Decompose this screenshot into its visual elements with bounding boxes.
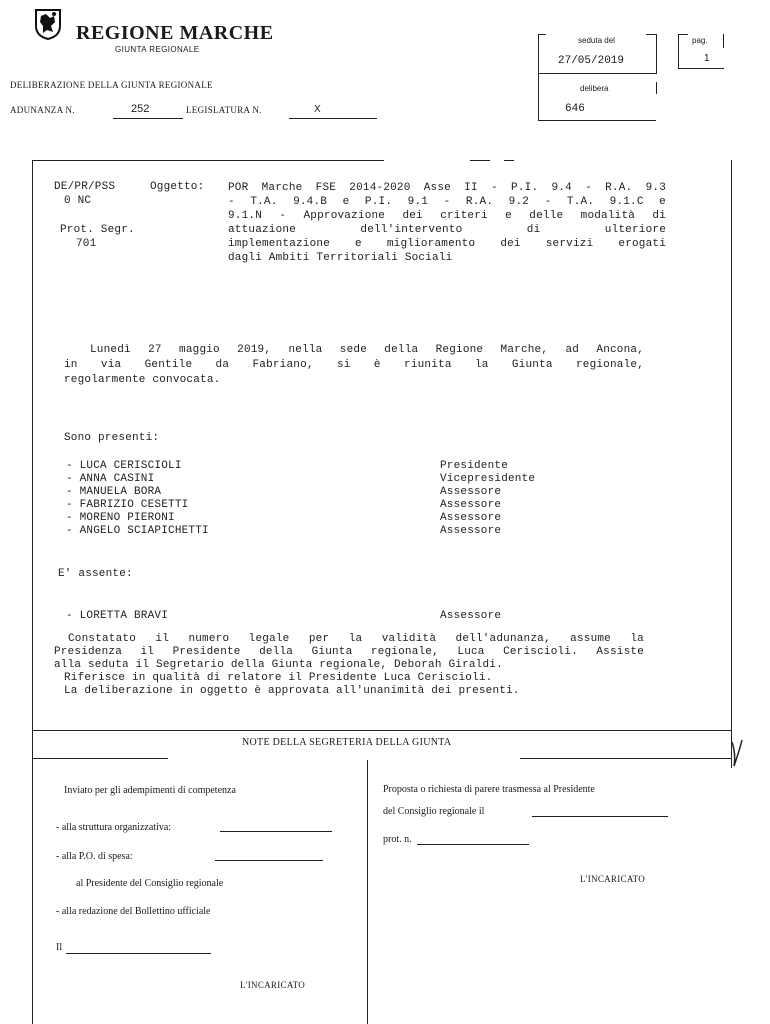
oggetto-text	[228, 181, 666, 265]
closing-paragraph	[54, 633, 644, 698]
closing-line: Riferisce in qualità di relatore il Presidente Luca Ceriscioli.	[64, 672, 493, 684]
notes-title: NOTE DELLA SEGRETERIA DELLA GIUNTA	[242, 737, 452, 748]
oggetto-line: POR Marche FSE 2014-2020 Asse II - P.I. 9.4 - R.A. 9.3	[228, 182, 666, 194]
presenti-heading: Sono presenti:	[64, 432, 160, 444]
page-label: pag.	[692, 36, 708, 45]
member-role: Vicepresidente	[440, 473, 536, 485]
adunanza-value: 252	[131, 103, 150, 115]
notes-left-signer: L'INCARICATO	[240, 980, 306, 990]
member-name: - LUCA CERISCIOLI	[66, 460, 182, 472]
notes-right-line2: del Consiglio regionale il	[383, 806, 485, 817]
notes-right-prot: prot. n.	[383, 834, 412, 845]
oggetto-line: attuazione dell'intervento di ulteriore	[228, 224, 666, 236]
protocol-code: DE/PR/PSS	[54, 181, 116, 193]
prot-segr-label: Prot. Segr.	[60, 224, 135, 236]
delibera-label: delibera	[580, 84, 609, 93]
intro-line: in via Gentile da Fabriano, si è riunita la Giunta regionale,	[64, 359, 644, 371]
doc-type: DELIBERAZIONE DELLA GIUNTA REGIONALE	[10, 80, 213, 90]
oggetto-line: 9.1.N - Approvazione dei criteri e delle modalità di	[228, 210, 666, 222]
notes-right-signer: L'INCARICATO	[580, 874, 646, 884]
intro-line: Lunedì 27 maggio 2019, nella sede della Regione Marche, ad Ancona,	[90, 344, 644, 356]
oggetto-label: Oggetto:	[150, 181, 205, 193]
member-role: Assessore	[440, 525, 502, 537]
member-role: Assessore	[440, 486, 502, 498]
signature-mark-icon	[730, 738, 744, 768]
org-name: REGIONE MARCHE	[76, 22, 274, 44]
page-value: 1	[704, 53, 710, 64]
member-role: Assessore	[440, 610, 502, 622]
closing-line: alla seduta il Segretario della Giunta regionale, Deborah Giraldi.	[54, 659, 503, 671]
coat-of-arms-icon	[34, 8, 62, 40]
notes-item: - alla P.O. di spesa:	[56, 851, 133, 862]
intro-line: regolarmente convocata.	[64, 374, 221, 386]
seduta-label: seduta del	[578, 36, 615, 45]
notes-item: al Presidente del Consiglio regionale	[76, 878, 224, 889]
member-role: Presidente	[440, 460, 509, 472]
closing-line: La deliberazione in oggetto è approvata all'unanimità dei presenti.	[64, 685, 520, 697]
org-subtitle: GIUNTA REGIONALE	[115, 45, 200, 54]
prot-segr-value: 701	[76, 238, 97, 250]
member-role: Assessore	[440, 512, 502, 524]
notes-item: - alla redazione del Bollettino ufficiale	[56, 906, 211, 917]
member-name: - ANNA CASINI	[66, 473, 155, 485]
member-name: - MANUELA BORA	[66, 486, 162, 498]
member-name: - LORETTA BRAVI	[66, 610, 169, 622]
intro-paragraph	[64, 343, 644, 388]
oggetto-line: implementazione e miglioramento dei servizi erogati	[228, 238, 666, 250]
closing-line: Constatato il numero legale per la validità dell'adunanza, assume la	[68, 633, 644, 645]
member-name: - ANGELO SCIAPICHETTI	[66, 525, 209, 537]
adunanza-label: ADUNANZA N.	[10, 105, 75, 115]
oggetto-line: dagli Ambiti Territoriali Sociali	[228, 252, 453, 264]
seduta-value: 27/05/2019	[558, 55, 625, 67]
notes-item: - alla struttura organizzativa:	[56, 822, 172, 833]
legislatura-value: X	[314, 104, 321, 115]
notes-sent-for: Inviato per gli adempimenti di competenza	[64, 785, 236, 796]
oggetto-line: - T.A. 9.4.B e P.I. 9.1 - R.A. 9.2 - T.A. 9.1.C e	[228, 196, 666, 208]
protocol-code2: 0 NC	[64, 195, 92, 207]
delibera-value: 646	[565, 103, 585, 115]
closing-line: Presidenza il Presidente della Giunta regionale, Luca Ceriscioli. Assiste	[54, 646, 644, 658]
member-name: - FABRIZIO CESETTI	[66, 499, 189, 511]
notes-date-prefix: Il	[56, 942, 63, 953]
member-name: - MORENO PIERONI	[66, 512, 175, 524]
presenti-list	[0, 460, 770, 550]
assenti-heading: E' assente:	[58, 568, 133, 580]
member-role: Assessore	[440, 499, 502, 511]
notes-right-line1: Proposta o richiesta di parere trasmessa al Presidente	[383, 784, 595, 795]
legislatura-label: LEGISLATURA N.	[186, 105, 262, 115]
